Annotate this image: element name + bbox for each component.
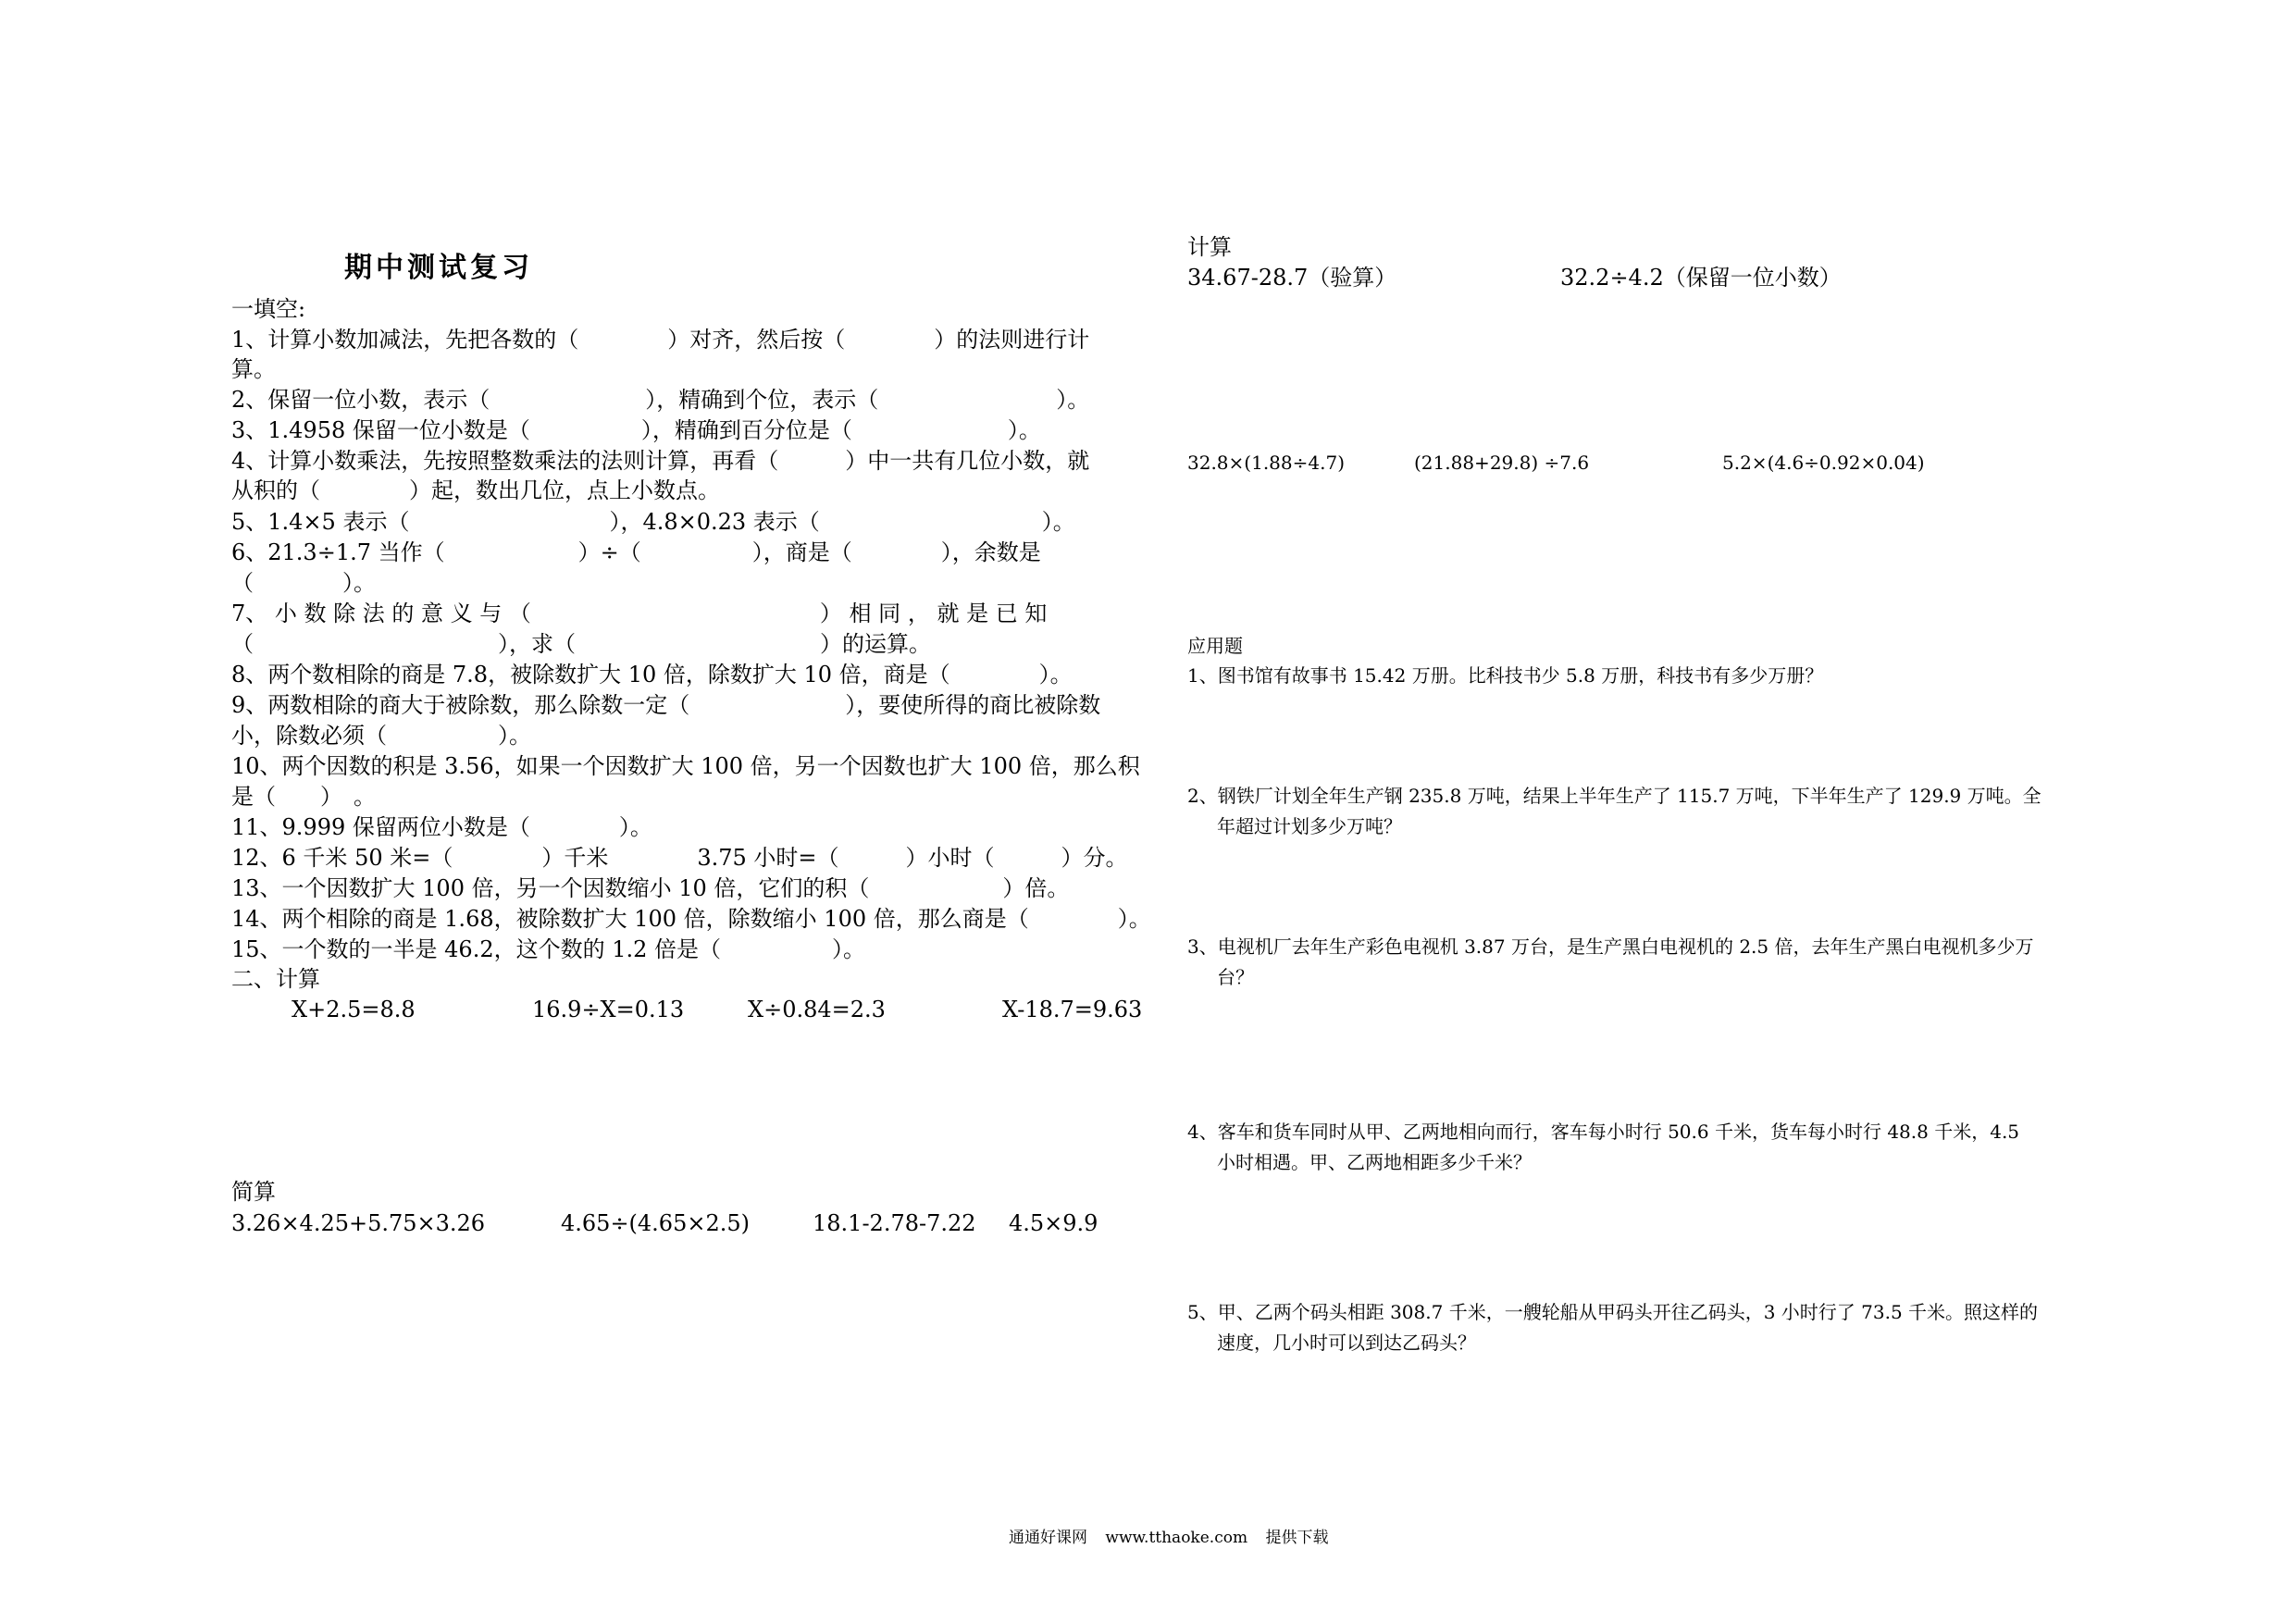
problem-4: 4、客车和货车同时从甲、乙两地相向而行，客车每小时行 50.6 千米，货车每小时行 48.8 千米，4.5 xyxy=(1187,1121,2020,1143)
question-3: 3、1.4958 保留一位小数是（ ），精确到百分位是（ ）。 xyxy=(231,417,1041,443)
footer-note: 提供下载 xyxy=(1265,1529,1329,1547)
question-15: 15、一个数的一半是 46.2，这个数的 1.2 倍是（ ）。 xyxy=(231,936,866,962)
section-word-problems-heading: 应用题 xyxy=(1187,635,1243,657)
equation-4: X-18.7=9.63 xyxy=(1002,997,1143,1022)
compute-1: 34.67-28.7（验算） xyxy=(1187,265,1397,291)
section-simplify-heading: 简算 xyxy=(231,1179,276,1205)
compute-3: 32.8×(1.88÷4.7) xyxy=(1187,452,1345,474)
equation-2: 16.9÷X=0.13 xyxy=(532,997,685,1022)
question-10-cont: 是（ ） 。 xyxy=(231,784,376,810)
question-1-cont: 算。 xyxy=(231,356,276,382)
problem-4-cont: 小时相遇。甲、乙两地相距多少千米？ xyxy=(1217,1151,1532,1173)
problem-2: 2、钢铁厂计划全年生产钢 235.8 万吨，结果上半年生产了 115.7 万吨，下半年生产了 129.9 万吨。全 xyxy=(1187,785,2042,807)
question-9-cont: 小，除数必须（ ）。 xyxy=(231,723,531,749)
question-7-cont: （ ），求（ ）的运算。 xyxy=(231,631,931,657)
question-8: 8、两个数相除的商是 7.8，被除数扩大 10 倍，除数扩大 10 倍，商是（ ）。 xyxy=(231,662,1073,688)
question-7: 7、 小 数 除 法 的 意 义 与 （ ） 相 同 ， 就 是 已 知 xyxy=(231,601,1048,626)
compute-5: 5.2×(4.6÷0.92×0.04) xyxy=(1722,452,1925,474)
simplify-4: 4.5×9.9 xyxy=(1009,1210,1098,1236)
question-11: 11、9.999 保留两位小数是（ ）。 xyxy=(231,814,652,840)
simplify-2: 4.65÷(4.65×2.5) xyxy=(561,1210,750,1236)
question-12: 12、6 千米 50 米=（ ）千米 3.75 小时=（ ）小时（ ）分。 xyxy=(231,845,1128,871)
footer-url-link[interactable]: www.tthaoke.com xyxy=(1105,1529,1248,1547)
problem-3: 3、电视机厂去年生产彩色电视机 3.87 万台，是生产黑白电视机的 2.5 倍，去年生产黑白电视机多少万 xyxy=(1187,935,2034,958)
simplify-1: 3.26×4.25+5.75×3.26 xyxy=(231,1210,486,1236)
simplify-3: 18.1-2.78-7.22 xyxy=(813,1210,976,1236)
question-6: 6、21.3÷1.7 当作（ ）÷（ ），商是（ ），余数是 xyxy=(231,539,1041,565)
section-fill-in-heading: 一填空: xyxy=(231,296,306,322)
problem-3-cont: 台？ xyxy=(1217,966,1254,988)
equation-1: X+2.5=8.8 xyxy=(292,997,416,1022)
footer xyxy=(1009,1524,1341,1547)
problem-5-cont: 速度，几小时可以到达乙码头？ xyxy=(1217,1332,1476,1354)
problem-1: 1、图书馆有故事书 15.42 万册。比科技书少 5.8 万册，科技书有多少万册？ xyxy=(1187,664,1824,687)
compute-2: 32.2÷4.2（保留一位小数） xyxy=(1560,265,1842,291)
question-9: 9、两数相除的商大于被除数，那么除数一定（ ），要使所得的商比被除数 xyxy=(231,692,1101,718)
equation-3: X÷0.84=2.3 xyxy=(748,997,886,1022)
question-5: 5、1.4×5 表示（ ），4.8×0.23 表示（ ）。 xyxy=(231,509,1075,535)
page-title: 期中测试复习 xyxy=(344,252,533,284)
question-4: 4、计算小数乘法，先按照整数乘法的法则计算，再看（ ）中一共有几位小数，就 xyxy=(231,448,1090,474)
problem-5: 5、甲、乙两个码头相距 308.7 千米，一艘轮船从甲码头开往乙码头，3 小时行了 73.5 千米。照这样的 xyxy=(1187,1301,2039,1323)
section-calc-heading: 二、计算 xyxy=(231,966,320,992)
section-compute-heading: 计算 xyxy=(1187,234,1232,260)
footer-site-name: 通通好课网 xyxy=(1009,1529,1087,1547)
question-10: 10、两个因数的积是 3.56，如果一个因数扩大 100 倍，另一个因数也扩大 100 倍，那么积 xyxy=(231,753,1140,779)
problem-2-cont: 年超过计划多少万吨？ xyxy=(1217,815,1402,837)
question-2: 2、保留一位小数，表示（ ），精确到个位，表示（ ）。 xyxy=(231,387,1090,413)
question-1: 1、计算小数加减法，先把各数的（ ）对齐，然后按（ ）的法则进行计 xyxy=(231,327,1090,353)
question-13: 13、一个因数扩大 100 倍，另一个因数缩小 10 倍，它们的积（ ）倍。 xyxy=(231,875,1070,901)
compute-4: (21.88+29.8) ÷7.6 xyxy=(1414,452,1590,474)
question-4-cont: 从积的（ ）起，数出几位，点上小数点。 xyxy=(231,477,720,503)
question-14: 14、两个相除的商是 1.68，被除数扩大 100 倍，除数缩小 100 倍，那么商是（ ）。 xyxy=(231,906,1151,932)
question-6-cont: （ ）。 xyxy=(231,570,376,596)
